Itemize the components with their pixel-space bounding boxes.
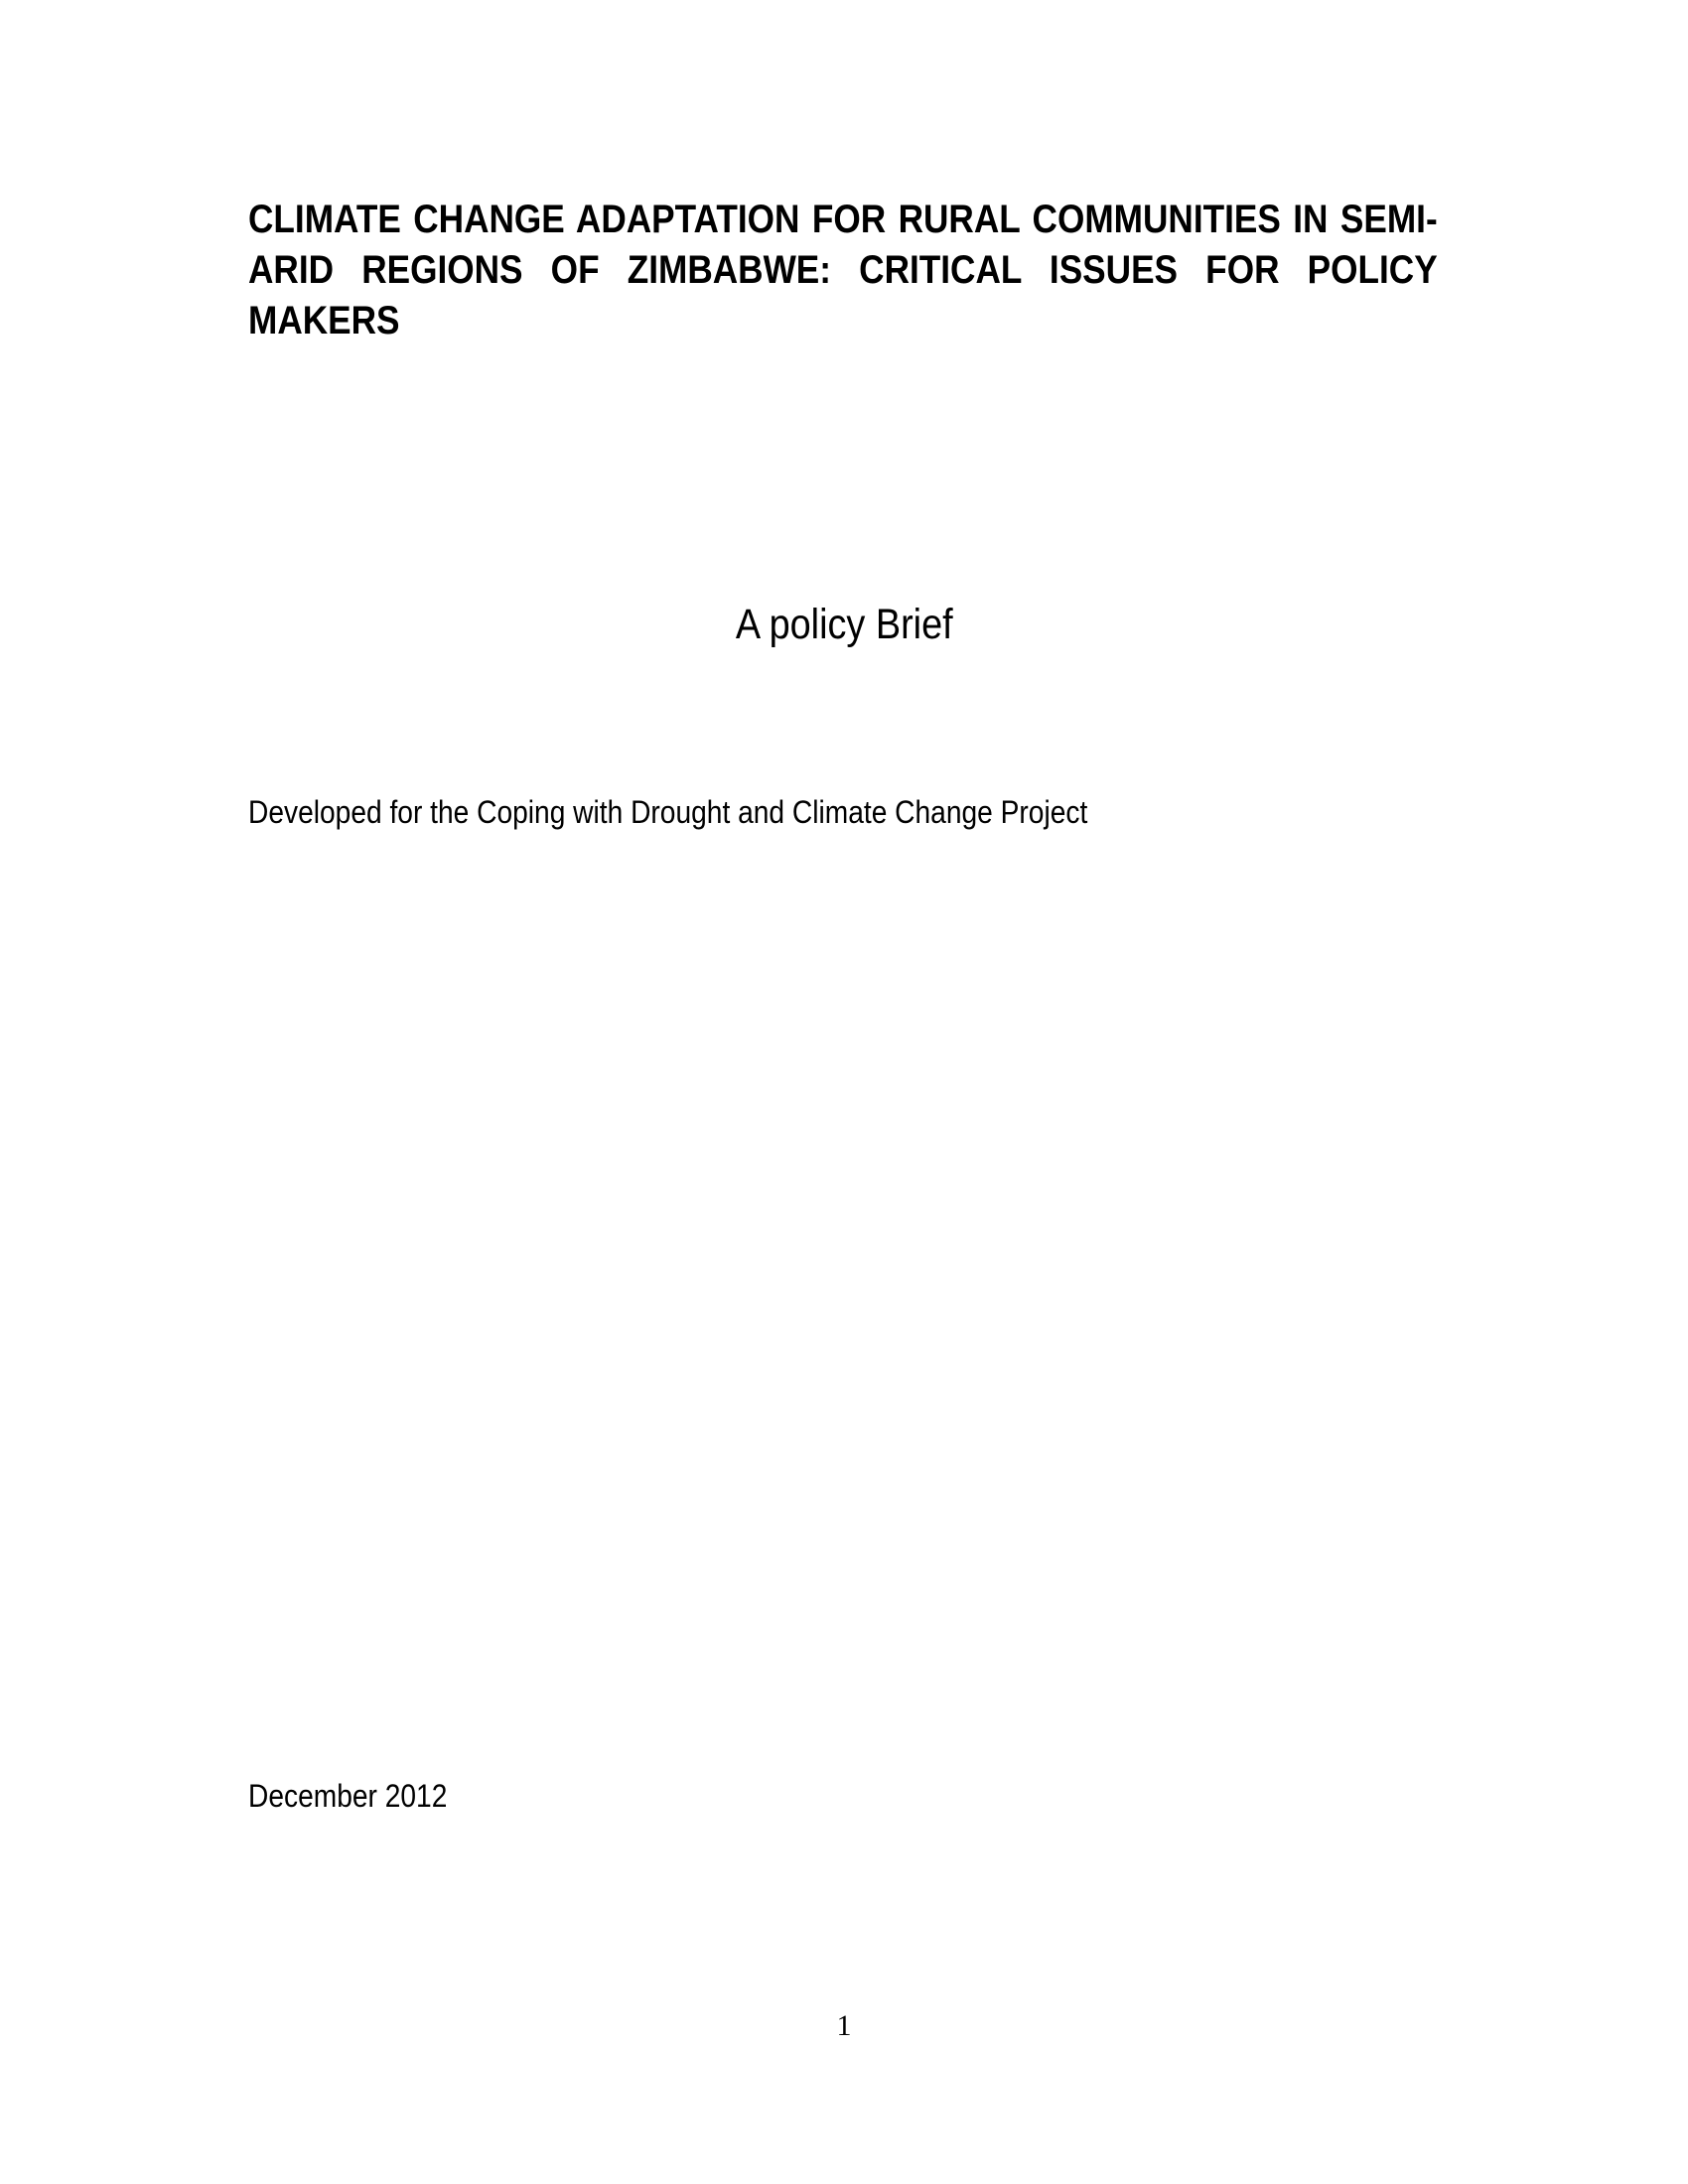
document-subtitle: A policy Brief bbox=[735, 601, 953, 648]
page-number: 1 bbox=[836, 2009, 852, 2042]
developed-for-text: Developed for the Coping with Drought and Climate Change Project bbox=[248, 794, 1088, 830]
document-date: December 2012 bbox=[248, 1778, 448, 1814]
document-subtitle-container bbox=[0, 600, 1688, 649]
document-title: CLIMATE CHANGE ADAPTATION FOR RURAL COMMUNITIES IN SEMI-ARID REGIONS OF ZIMBABWE: CRITICAL ISSUES FOR POLICY MAKERS bbox=[248, 198, 1438, 342]
